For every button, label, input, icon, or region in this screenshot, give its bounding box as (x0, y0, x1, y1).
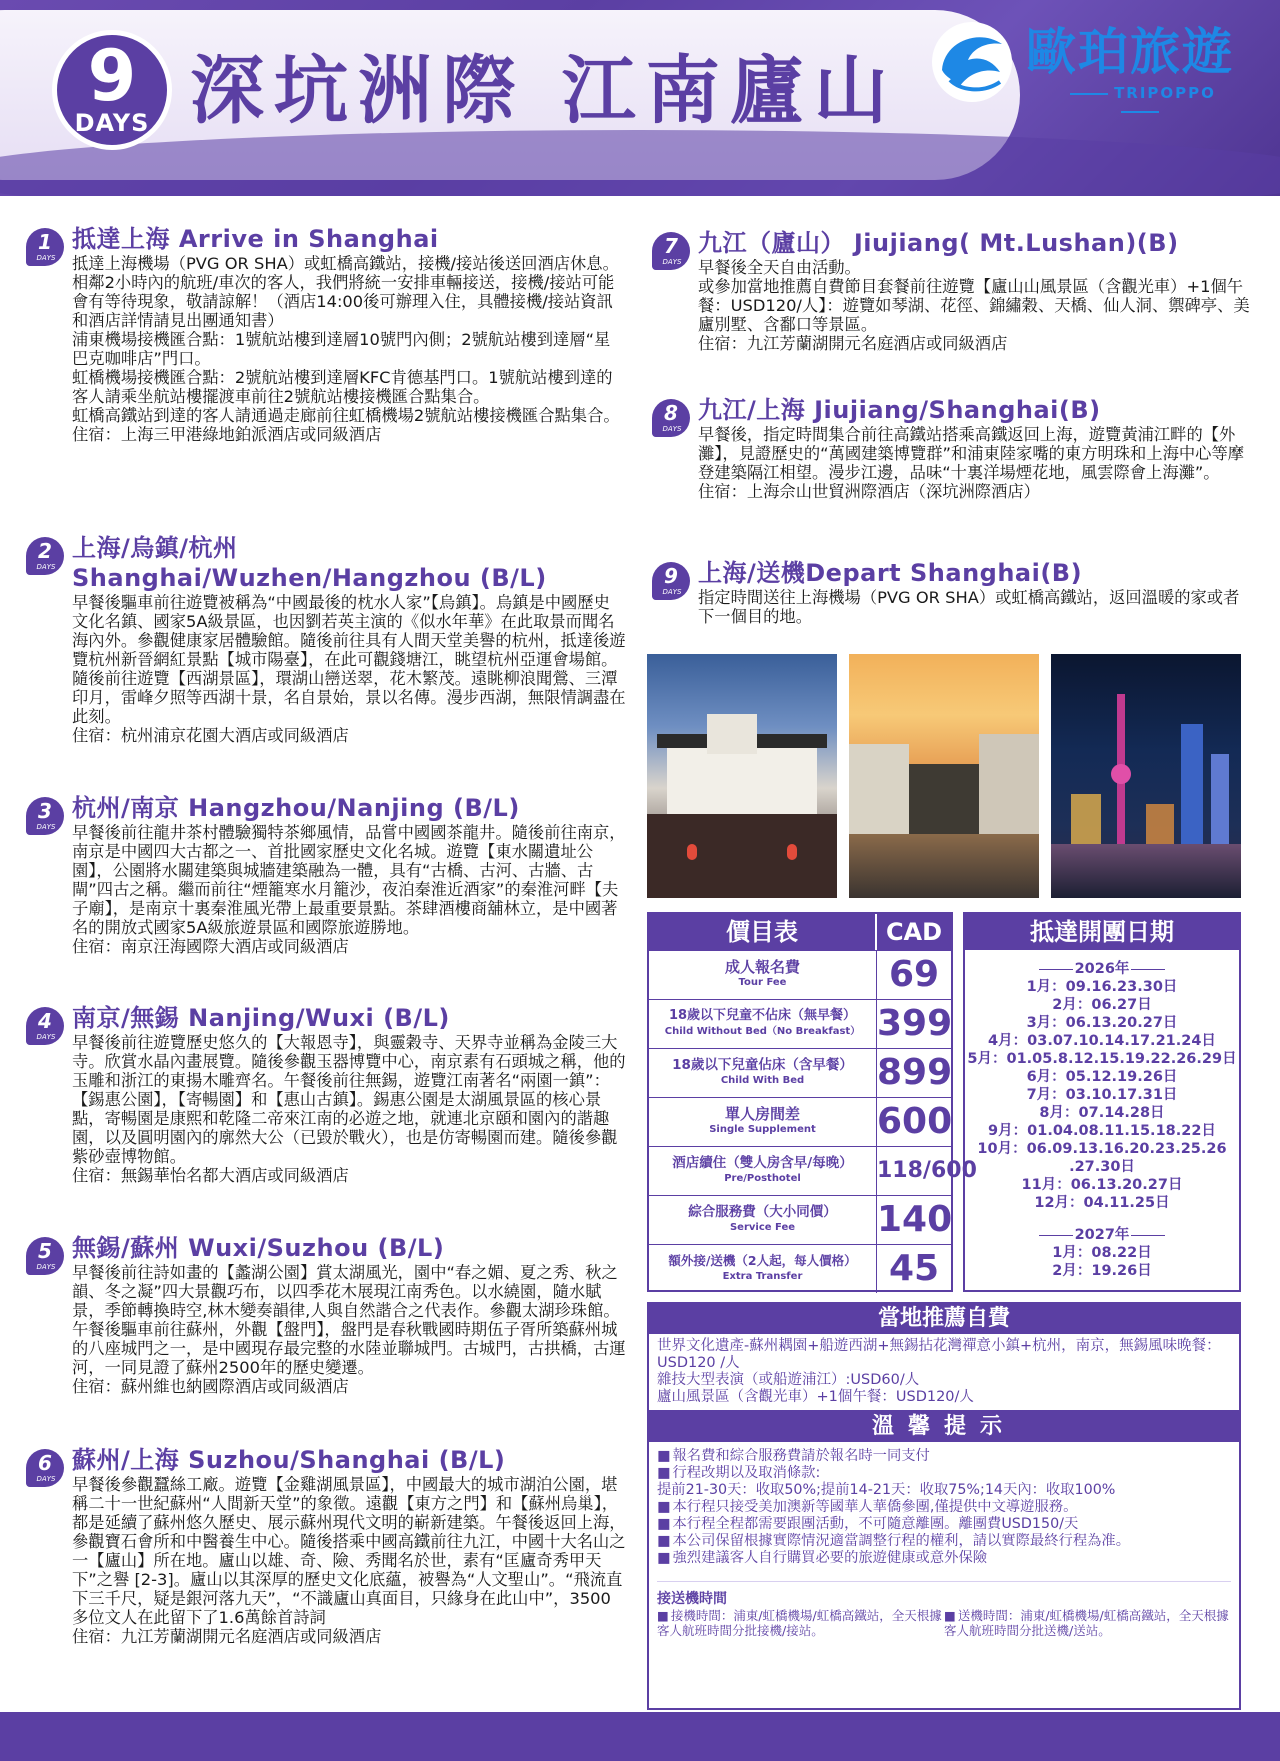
travel-notes (647, 1410, 1241, 1710)
note-item: ■ 本行程全程都需要跟團活動，不可隨意離團。離團費USD150/天 (657, 1516, 1231, 1533)
local-optional-tours (647, 1302, 1241, 1414)
price-value: 399 (877, 1003, 953, 1044)
price-table-header-currency: CAD (877, 914, 951, 950)
day-6-description: 早餐後參觀蠶絲工廠。遊覽【金雞湖風景區】，中國最大的城市湖泊公園，堪稱二十一世紀蘇州“人間新天堂”的象徵。遠觀【東方之門】和【蘇州烏巢】，都是延續了蘇州悠久歷史、展示蘇州現代文明的嶄新建築。午餐後返回上海，參觀寶石會所和中醫養生中心。隨後搭乘中國高鐵前往九江，中國十大名山之一【廬山】所在地。廬山以雄、奇、險、秀聞名於世，素有“匡廬奇秀甲天下”之譽 [2-3]。廬山以其深厚的歷史文化底蘊，被譽為“人文聖山”。“飛流直下三千尺，疑是銀河落九天”，“不識廬山真面目，只緣身在此山中”，3500多位文人在此留下了1.6萬餘首詩詞 住宿：九江芳蘭湖開元名庭酒店或同級酒店 (72, 1475, 626, 1646)
day-6-badge: 6 DAYS (26, 1449, 64, 1487)
local-optional-header: 當地推薦自費 (649, 1304, 1239, 1334)
days-number: 9 (87, 35, 137, 117)
day-1-badge: 1 DAYS (26, 228, 64, 266)
travel-notes-list (649, 1442, 1239, 1571)
day-8-title: 九江/上海 Jiujiang/Shanghai(B) (698, 396, 1101, 424)
shanghai-skyline-night-photo (1051, 654, 1241, 898)
date-line: 6月：05.12.19.26日 (1026, 1069, 1178, 1085)
day-1-block (26, 224, 626, 444)
days-badge (52, 30, 172, 150)
note-item: ■ 本行程只接受美加澳新等國華人華僑參團,僅提供中文導遊服務。 (657, 1499, 1231, 1516)
price-value: 118/600 (877, 1158, 977, 1183)
note-item: ■ 報名費和綜合服務費請於報名時一同支付 (657, 1448, 1231, 1465)
date-line: 11月：06.13.20.27日 (1021, 1177, 1183, 1193)
day-8-block (652, 395, 1252, 501)
banner-wave (0, 130, 1280, 196)
day-2-description: 早餐後驅車前往遊覽被稱為“中國最後的枕水人家”【烏鎮】。烏鎮是中國歷史文化名鎮、國家5A級景區，也因劉若英主演的《似水年華》在此取景而聞名海內外。參觀健康家居體驗館。隨後前往具有人間天堂美譽的杭州，抵達後遊覽杭州新晉網紅景點【城市陽臺】，在此可觀錢塘江，眺望杭州亞運會場館。隨後前往遊覽【西湖景區】，環湖山巒送翠，花木繁茂。遠眺柳浪聞鶯、三潭印月，雷峰夕照等西湖十景，名自景始，景以名傳。漫步西湖，無限情調盡在此刻。 住宿：杭州浦京花園大酒店或同級酒店 (72, 593, 626, 745)
departure-dates-header: 抵達開團日期 (965, 914, 1239, 950)
date-line: .27.30日 (1069, 1159, 1135, 1175)
footer-bar (0, 1712, 1280, 1761)
travel-notes-header: 溫馨提示 (649, 1412, 1239, 1442)
day-4-description: 早餐後前往遊覽歷史悠久的【大報恩寺】，與靈穀寺、天界寺並稱為金陵三大寺。欣賞水晶內畫展覽。隨後參觀玉器博覽中心，南京素有石頭城之稱，他的玉雕和浙江的東揚木雕齊名。午餐後前往無錫，遊覽江南著名“兩園一鎮”：【錫惠公園】，【寄暢園】和【惠山古鎮】。錫惠公園是太湖風景區的核心景點，寄暢園是康熙和乾隆二帝來江南的必遊之地，就連北京頤和園內的諧趣園，以及圓明園內的廓然大公（已毀於戰火），也是仿寄暢園而建。隨後參觀紫砂壺博物館。 住宿：無錫華怡名都大酒店或同級酒店 (72, 1033, 626, 1185)
day-1-description: 抵達上海機場（PVG OR SHA）或虹橋高鐵站，接機/接站後送回酒店休息。相鄰2小時內的航班/車次的客人，我們將統一安排車輛接送，接機/接站可能會有等待現象，敬請諒解！（酒店14:00後可辦理入住，具體接機/接站資訊和酒店詳情請見出團通知書） 浦東機場接機匯合點：1號航站樓到達層10號門內側；2號航站樓到達層“星巴克咖啡店”門口。 虹橋機場接機匯合點：2號航站樓到達層KFC肯德基門口。1號航站樓到達的客人請乘坐航站樓擺渡車前往2號航站樓接機匯合點集合。 虹橋高鐵站到達的客人請通過走廊前往虹橋機場2號航站樓接機匯合點集合。 住宿：上海三甲港綠地鉑派酒店或同級酒店 (72, 254, 620, 444)
day-5-block (26, 1233, 626, 1396)
page-title: 深坑洲際 江南廬山 (190, 48, 898, 134)
note-item: ■ 本公司保留根據實際情況適當調整行程的權利，請以實際最終行程為准。 (657, 1533, 1231, 1550)
table-row: 18歲以下兒童佔床（含早餐） Child With Bed 899 (649, 1048, 951, 1097)
day-5-badge: 5 DAYS (26, 1237, 64, 1275)
transfer-title: 接送機時間 (657, 1591, 727, 1607)
date-line: 12月：04.11.25日 (1034, 1195, 1170, 1211)
day-9-block (652, 558, 1252, 626)
date-line: 5月：01.05.8.12.15.19.22.26.29日 (967, 1051, 1237, 1067)
note-item: 提前21-30天：收取50%;提前14-21天：收取75%;14天內：收取100% (657, 1482, 1116, 1498)
dropoff-time-note: ■ 送機時間：浦東/虹橋機場/虹橋高鐵站，全天根據客人航班時間分批送機/送站。 (944, 1608, 1231, 1638)
day-3-badge: 3 DAYS (26, 797, 64, 835)
company-logo (930, 16, 1260, 116)
day-3-title: 杭州/南京 Hangzhou/Nanjing (B/L) (72, 794, 520, 822)
day-2-block (26, 533, 626, 745)
year-label: 2026年 (965, 960, 1239, 978)
price-value: 69 (888, 954, 940, 995)
logo-chinese-text: 歐珀旅遊 (1026, 23, 1234, 81)
day-6-title: 蘇州/上海 Suzhou/Shanghai (B/L) (72, 1446, 506, 1474)
day-9-badge: 9 DAYS (652, 562, 690, 600)
header-banner (0, 0, 1280, 196)
dolphin-logo-icon (930, 20, 1014, 104)
date-line: 1月：08.22日 (1052, 1245, 1152, 1261)
date-line: 3月：06.13.20.27日 (1026, 1015, 1178, 1031)
canal-town-sunset-photo (849, 654, 1039, 898)
day-7-title: 九江（廬山） Jiujiang( Mt.Lushan)(B) (698, 229, 1179, 257)
year-label: 2027年 (965, 1226, 1239, 1244)
date-line: 7月：03.10.17.31日 (1026, 1087, 1178, 1103)
price-value: 899 (877, 1052, 953, 1093)
table-row: 成人報名費 Tour Fee 69 (649, 950, 951, 999)
date-line: 10月：06.09.13.16.20.23.25.26 (977, 1141, 1227, 1157)
day-4-block (26, 1003, 626, 1185)
day-7-block (652, 228, 1252, 353)
nanjing-gate-photo (647, 654, 837, 898)
table-row: 綜合服務費（大小同價） Service Fee 140 (649, 1195, 951, 1244)
day-7-badge: 7 DAYS (652, 232, 690, 270)
day-9-title: 上海/送機Depart Shanghai(B) (698, 559, 1083, 587)
day-6-block (26, 1445, 626, 1646)
price-table (647, 912, 977, 1292)
pickup-time-note: ■ 接機時間：浦東/虹橋機場/虹橋高鐵站，全天根據客人航班時間分批接機/接站。 (657, 1608, 944, 1638)
table-row: 單人房間差 Single Supplement 600 (649, 1097, 951, 1146)
day-4-badge: 4 DAYS (26, 1007, 64, 1045)
day-3-description: 早餐後前往龍井茶村體驗獨特茶鄉風情，品嘗中國國茶龍井。隨後前往南京，南京是中國四大古都之一、首批國家歷史文化名城。遊覽【東水關遺址公園】，公園將水關建築與城牆建築融為一體，具有“古橋、古河、古牆、古閘”四古之稱。繼而前往“煙籠寒水月籠沙，夜泊秦淮近酒家”的秦淮河畔【夫子廟】，是南京十裏秦淮風光帶上最重要景點。茶肆酒樓商舖林立，是中國著名的開放式國家5A級旅遊景區和國際旅遊勝地。 住宿：南京汪海國際大酒店或同級酒店 (72, 823, 626, 956)
day-1-title: 抵達上海 Arrive in Shanghai (72, 225, 439, 253)
day-3-block (26, 793, 626, 956)
day-2-badge: 2 DAYS (26, 537, 64, 575)
departure-dates-list (965, 950, 1239, 1280)
date-line (965, 1212, 1239, 1226)
table-row: 額外接/送機（2人起，每人價格） Extra Transfer 45 (649, 1244, 951, 1293)
day-5-title: 無錫/蘇州 Wuxi/Suzhou (B/L) (72, 1234, 445, 1262)
transfer-times (657, 1581, 1231, 1638)
local-optional-list: 世界文化遺產-蘇州耦園+船遊西湖+無錫拈花灣禪意小鎮+杭州，南京，無錫風味晚餐：USD120 /人 雜技大型表演（或船遊浦江）:USD60/人 廬山風景區（含觀光車）+1個午餐：USD120/人 (657, 1338, 1221, 1405)
date-line: 8月：07.14.28日 (1039, 1105, 1165, 1121)
day-4-title: 南京/無錫 Nanjing/Wuxi (B/L) (72, 1004, 450, 1032)
day-7-description: 早餐後全天自由活動。 或參加當地推薦自費節目套餐前往遊覽【廬山山風景區（含觀光車）+1個午餐：USD120/人】：遊覽如琴湖、花徑、錦繡穀、天橋、仙人洞、禦碑亭、美廬別墅、含鄱口等景區。 住宿：九江芳蘭湖開元名庭酒店或同級酒店 (698, 258, 1250, 353)
table-row: 酒店續住（雙人房含早/每晚） Pre/Posthotel 118/600 (649, 1146, 951, 1195)
price-table-header-item: 價目表 (649, 914, 877, 950)
day-8-badge: 8 DAYS (652, 399, 690, 437)
logo-english-text: TRIPOPPO (1040, 84, 1240, 120)
day-8-description: 早餐後，指定時間集合前往高鐵站搭乘高鐵返回上海，遊覽黃浦江畔的【外灘】，見證歷史的“萬國建築博覽群”和浦東陸家嘴的東方明珠和上海中心等摩登建築隔江相望。漫步江邊，品味“十裏洋場煙花地，風雲際會上海灘”。 住宿：上海佘山世貿洲際酒店（深坑洲際酒店） (698, 425, 1245, 501)
day-9-description: 指定時間送往上海機場（PVG OR SHA）或虹橋高鐵站，返回溫暖的家或者下一個目的地。 (698, 588, 1240, 626)
date-line: 2月：19.26日 (1052, 1263, 1152, 1279)
table-row: 18歲以下兒童不佔床（無早餐） Child Without Bed（No Breakfast） 399 (649, 999, 951, 1048)
days-label: DAYS (74, 109, 150, 137)
date-line: 9月：01.04.08.11.15.18.22日 (988, 1123, 1216, 1139)
day-2-title-en: Shanghai/Wuzhen/Hangzhou (B/L) (72, 564, 547, 592)
day-2-title: 上海/烏鎮/杭州 (72, 534, 238, 562)
date-line: 2月：06.27日 (1052, 997, 1152, 1013)
date-line: 4月：03.07.10.14.17.21.24日 (988, 1033, 1216, 1049)
price-value: 140 (877, 1199, 953, 1240)
note-item: ■ 行程改期以及取消條款: (657, 1465, 1231, 1482)
date-line: 1月：09.16.23.30日 (1026, 979, 1178, 995)
note-item: ■ 強烈建議客人自行購買必要的旅遊健康或意外保險 (657, 1550, 1231, 1567)
price-value: 45 (888, 1248, 940, 1289)
day-5-description: 早餐後前往詩如畫的【蠡湖公園】賞太湖風光，園中“春之媚、夏之秀、秋之韻、冬之凝”四大景觀巧布，以四季花木展現江南秀色。以水繞園，隨水賦景，季節轉換時空,林木變奏韻律,人與自然諧合之代表作。參觀太湖珍珠館。午餐後驅車前往蘇州，外觀【盤門】，盤門是春秋戰國時期伍子胥所築蘇州城的八座城門之一，是中國現存最完整的水陸並聯城門。古城門，古拱橋，古運河，一同見證了蘇州2500年的歷史變遷。 住宿：蘇州維也納國際酒店或同級酒店 (72, 1263, 626, 1396)
departure-dates (963, 912, 1241, 1292)
price-value: 600 (877, 1101, 953, 1142)
